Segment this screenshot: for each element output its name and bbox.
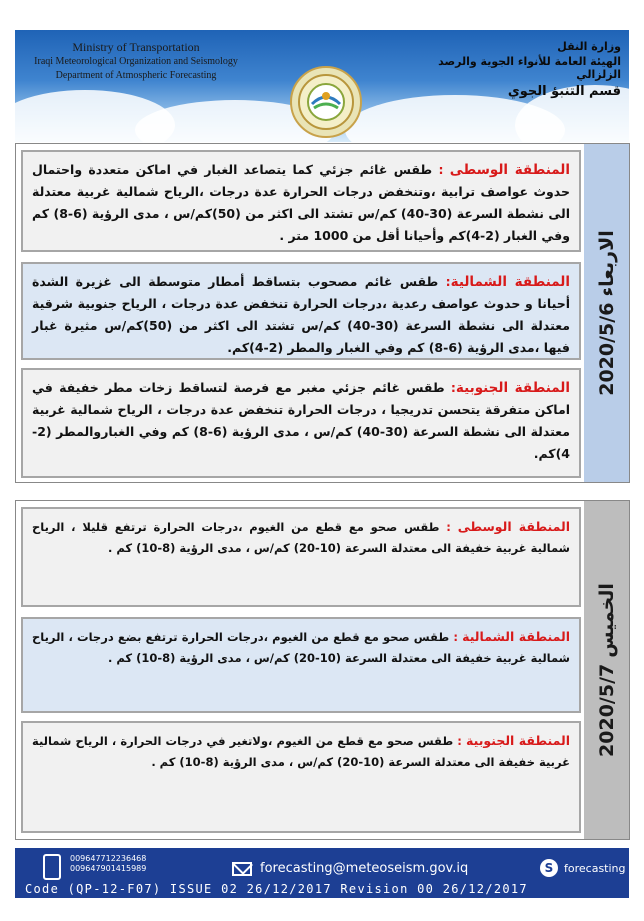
region-name: المنطقة الشمالية bbox=[450, 274, 570, 290]
region-south-day2: المنطقة الجنوبية : طقس صحو مع قطع من الغيوم ،ولاتغير في درجات الحرارة ، الرياح شمالية غربية خفيفة الى معتدلة السرعة (10-20) كم/س ، مدى الرؤية (8-10) كم . bbox=[21, 721, 581, 833]
forecast-date: 2020/5/6 bbox=[595, 302, 618, 396]
date-bar-day1 bbox=[584, 144, 629, 482]
region-name: المنطقة الوسطى bbox=[457, 519, 570, 534]
ministry-name-en: Ministry of Transportation bbox=[72, 40, 200, 54]
region-name: المنطقة الجنوبية bbox=[466, 733, 570, 748]
region-forecast-text: طقس غائم جزئي كما يتصاعد الغبار في اماكن متعددة واحتمال حدوث عواصف ترابية ،وتنخفض درجات الحرارة عدة درجات ،الرياح شمالية غربية معتدلة الى نشطة السرعة (30-40) كم/س تشتد الى اكثر من (50)كم/س ، مدى الرؤية (6-8) كم وفي الغبار (2-4)كم وأحيانا أقل من 1000 متر . bbox=[32, 162, 570, 243]
region-central-day2: المنطقة الوسطى : طقس صحو مع قطع من الغيوم ،درجات الحرارة ترتفع قليلا ، الرياح شمالية غربية خفيفة الى معتدلة السرعة (10-20) كم/س ، مدى الرؤية (8-10) كم . bbox=[21, 507, 581, 607]
ministry-name-ar: وزارة النقل bbox=[557, 40, 621, 53]
envelope-icon bbox=[232, 862, 252, 876]
organization-logo bbox=[290, 66, 362, 138]
date-label bbox=[596, 583, 618, 757]
phone-numbers bbox=[70, 854, 146, 874]
region-south-day1: المنطقة الجنوبية: طقس غائم جزئي مغبر مع فرصة لتساقط زخات مطر خفيفة في اماكن متفرقة يتحسن تدريجيا ، درجات الحرارة تنخفض عدة درجات ، الرياح شمالية غربية معتدلة الى نشطة السرعة (30-40) كم/س ، مدى الرؤية (6-8) كم وفي الغباروالمطر (2-4)كم. bbox=[21, 368, 581, 478]
region-name: المنطقة الوسطى bbox=[449, 162, 571, 178]
region-name: المنطقة الجنوبية bbox=[455, 380, 570, 396]
forecast-day-1 bbox=[15, 143, 630, 483]
header-english-block bbox=[21, 40, 251, 81]
forecast-day-name: الخميس bbox=[595, 583, 618, 658]
department-name-en: Department of Atmospheric Forecasting bbox=[55, 70, 217, 81]
header-banner bbox=[15, 30, 629, 142]
region-central-day1: المنطقة الوسطى : طقس غائم جزئي كما يتصاعد الغبار في اماكن متعددة واحتمال حدوث عواصف ترابية ،وتنخفض درجات الحرارة عدة درجات ،الرياح شمالية غربية معتدلة الى نشطة السرعة (30-40) كم/س تشتد الى اكثر من (50)كم/س ، مدى الرؤية (6-8) كم وفي الغبار (2-4)كم وأحيانا أقل من 1000 متر . bbox=[21, 150, 581, 252]
region-forecast-text: طقس صحو مع قطع من الغيوم ،درجات الحرارة ترتفع قليلا ، الرياح شمالية غربية خفيفة الى معتدلة السرعة (10-20) كم/س ، مدى الرؤية (8-10) كم . bbox=[32, 520, 570, 555]
phone-icon bbox=[43, 854, 61, 880]
region-name: المنطقة الشمالية bbox=[462, 629, 571, 644]
skype-handle[interactable]: forecasting bbox=[564, 862, 626, 875]
region-forecast-text: طقس صحو مع قطع من الغيوم ،درجات الحرارة ترتفع بضع درجات ، الرياح شمالية غربية خفيفة الى معتدلة السرعة (10-20) كم/س ، مدى الرؤية (8-10) كم . bbox=[32, 630, 570, 665]
region-north-day2: المنطقة الشمالية : طقس صحو مع قطع من الغيوم ،درجات الحرارة ترتفع بضع درجات ، الرياح شمالية غربية خفيفة الى معتدلة السرعة (10-20) كم/س ، مدى الرؤية (8-10) كم . bbox=[21, 617, 581, 713]
organization-name-ar: الهيئة العامة للأنواء الجوية والرصد الزلزالي bbox=[438, 55, 621, 81]
logo-emblem-icon bbox=[296, 72, 356, 132]
region-forecast-text: طقس صحو مع قطع من الغيوم ،ولاتغير في درجات الحرارة ، الرياح شمالية غربية خفيفة الى معتدلة السرعة (10-20) كم/س ، مدى الرؤية (8-10) كم . bbox=[32, 734, 570, 769]
footer-bar bbox=[15, 848, 629, 898]
region-forecast-text: طقس غائم مصحوب بتساقط أمطار متوسطة الى غزيرة الشدة أحيانا و حدوث عواصف رعدية ،درجات الحرارة تنخفض عدة درجات ، الرياح جنوبية شرقية معتدلة الى نشطة السرعة (30-40) كم/س تشتد الى اكثر من (50)كم/س مثيرة غبار فيها ،مدى الرؤية (6-8) كم وفي الغبار والمطر (2-4)كم. bbox=[32, 274, 570, 355]
header-arabic-block bbox=[411, 40, 621, 99]
organization-name-en: Iraqi Meteorological Organization and Seismology bbox=[34, 56, 238, 67]
phone-number-2: 009647901415989 bbox=[70, 864, 147, 873]
forecast-day-2 bbox=[15, 500, 630, 840]
region-north-day1: المنطقة الشمالية: طقس غائم مصحوب بتساقط أمطار متوسطة الى غزيرة الشدة أحيانا و حدوث عواصف رعدية ،درجات الحرارة تنخفض عدة درجات ، الرياح جنوبية شرقية معتدلة الى نشطة السرعة (30-40) كم/س تشتد الى اكثر من (50)كم/س مثيرة غبار فيها ،مدى الرؤية (6-8) كم وفي الغبار والمطر (2-4)كم. bbox=[21, 262, 581, 360]
document-code-line: Code (QP-12-F07) ISSUE 02 26/12/2017 Revision 00 26/12/2017 bbox=[25, 882, 528, 896]
region-forecast-text: طقس غائم جزئي مغبر مع فرصة لتساقط زخات مطر خفيفة في اماكن متفرقة يتحسن تدريجيا ، درجات الحرارة تنخفض عدة درجات ، الرياح شمالية غربية معتدلة الى نشطة السرعة (30-40) كم/س ، مدى الرؤية (6-8) كم وفي الغباروالمطر (2-4)كم. bbox=[32, 380, 570, 461]
skype-icon: S bbox=[540, 859, 558, 877]
phone-number-1: 009647712236468 bbox=[70, 854, 147, 863]
email-address[interactable]: forecasting@meteoseism.gov.iq bbox=[260, 861, 469, 876]
forecast-day-name: الاربعاء bbox=[595, 230, 618, 297]
date-bar-day2 bbox=[584, 501, 629, 839]
department-name-ar: قسم التنبؤ الجوي bbox=[507, 84, 621, 99]
forecast-date: 2020/5/7 bbox=[595, 663, 618, 757]
date-label bbox=[596, 230, 618, 396]
